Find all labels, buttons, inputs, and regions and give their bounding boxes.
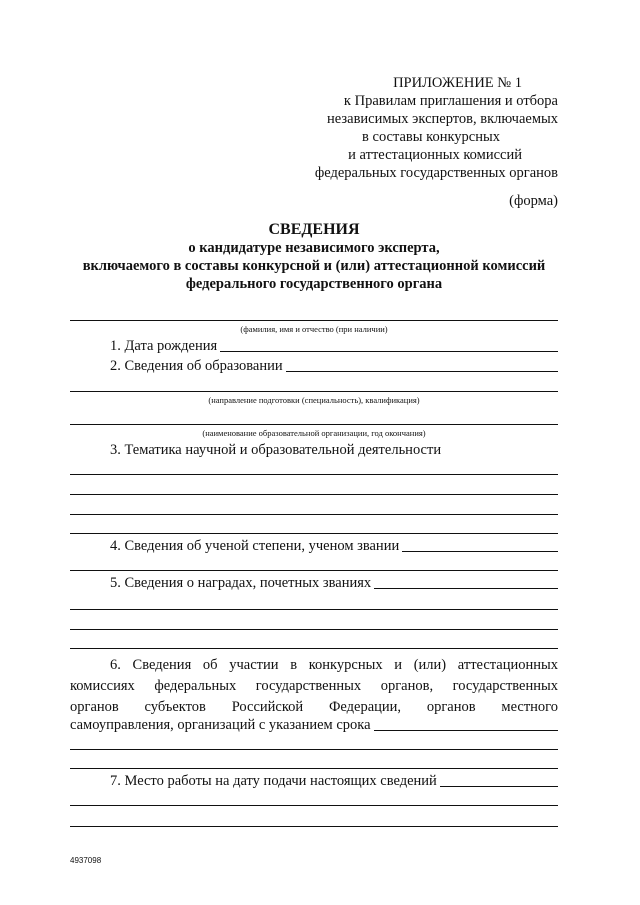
awards-field[interactable]: [374, 588, 558, 589]
awards-line-2[interactable]: [70, 609, 558, 610]
appendix-line-3: в составы конкурсных: [362, 129, 500, 145]
education-label: 2. Сведения об образовании: [110, 358, 283, 374]
awards-line-3[interactable]: [70, 629, 558, 630]
institution-line[interactable]: [70, 424, 558, 425]
degree-field[interactable]: [402, 551, 558, 552]
awards-line-4[interactable]: [70, 648, 558, 649]
commission-field[interactable]: [374, 730, 558, 731]
workplace-line-3[interactable]: [70, 826, 558, 827]
workplace-label: 7. Место работы на дату подачи настоящих сведений: [110, 773, 437, 789]
appendix-title: ПРИЛОЖЕНИЕ № 1: [393, 75, 522, 91]
footer-code: 4937098: [70, 856, 102, 865]
heading-line-1: о кандидатуре независимого эксперта,: [188, 240, 440, 256]
birth-date-row: [110, 337, 558, 355]
fio-line[interactable]: [70, 320, 558, 321]
specialty-line[interactable]: [70, 391, 558, 392]
commission-line-2[interactable]: [70, 749, 558, 750]
specialty-caption: (направление подготовки (специальность), квалификация): [208, 395, 420, 405]
workplace-field[interactable]: [440, 786, 558, 787]
commission-label-line-2: комиссиях федеральных государственных органов, государственных: [70, 678, 558, 694]
research-topics-line-1[interactable]: [70, 474, 558, 475]
document-title: СВЕДЕНИЯ: [268, 221, 360, 238]
research-topics-line-2[interactable]: [70, 494, 558, 495]
appendix-line-4: и аттестационных комиссий: [348, 147, 522, 163]
heading-line-2: включаемого в составы конкурсной и (или) аттестационной комиссий: [82, 258, 546, 274]
birth-date-field[interactable]: [220, 351, 558, 352]
commission-row: [70, 716, 558, 734]
form-mark: (форма): [509, 193, 558, 209]
commission-label-line-3: органов субъектов Российской Федерации, органов местного: [70, 699, 558, 715]
workplace-line-2[interactable]: [70, 805, 558, 806]
commission-line-3[interactable]: [70, 768, 558, 769]
awards-row: [110, 574, 558, 592]
research-topics-line-4[interactable]: [70, 533, 558, 534]
degree-line-2[interactable]: [70, 570, 558, 571]
appendix-line-5: федеральных государственных органов: [314, 165, 558, 181]
education-field[interactable]: [286, 371, 558, 372]
institution-caption: (наименование образовательной организации, год окончания): [202, 428, 426, 438]
heading-line-3: федерального государственного органа: [185, 276, 443, 292]
education-row: [110, 357, 558, 375]
appendix-line-1: к Правилам приглашения и отбора: [343, 93, 558, 109]
research-topics-label: 3. Тематика научной и образовательной деятельности: [110, 442, 442, 458]
appendix-line-2: независимых экспертов, включаемых: [327, 111, 558, 127]
awards-label: 5. Сведения о наградах, почетных званиях: [110, 575, 372, 591]
birth-date-label: 1. Дата рождения: [110, 338, 218, 354]
commission-label-line-4: самоуправления, организаций с указанием срока: [70, 717, 371, 733]
workplace-row: [110, 772, 558, 790]
degree-row: [110, 537, 558, 555]
research-topics-line-3[interactable]: [70, 514, 558, 515]
degree-label: 4. Сведения об ученой степени, ученом звании: [110, 538, 400, 554]
commission-label-line-1: 6. Сведения об участии в конкурсных и (или) аттестационных: [110, 657, 558, 673]
fio-caption: (фамилия, имя и отчество (при наличии): [240, 324, 388, 334]
